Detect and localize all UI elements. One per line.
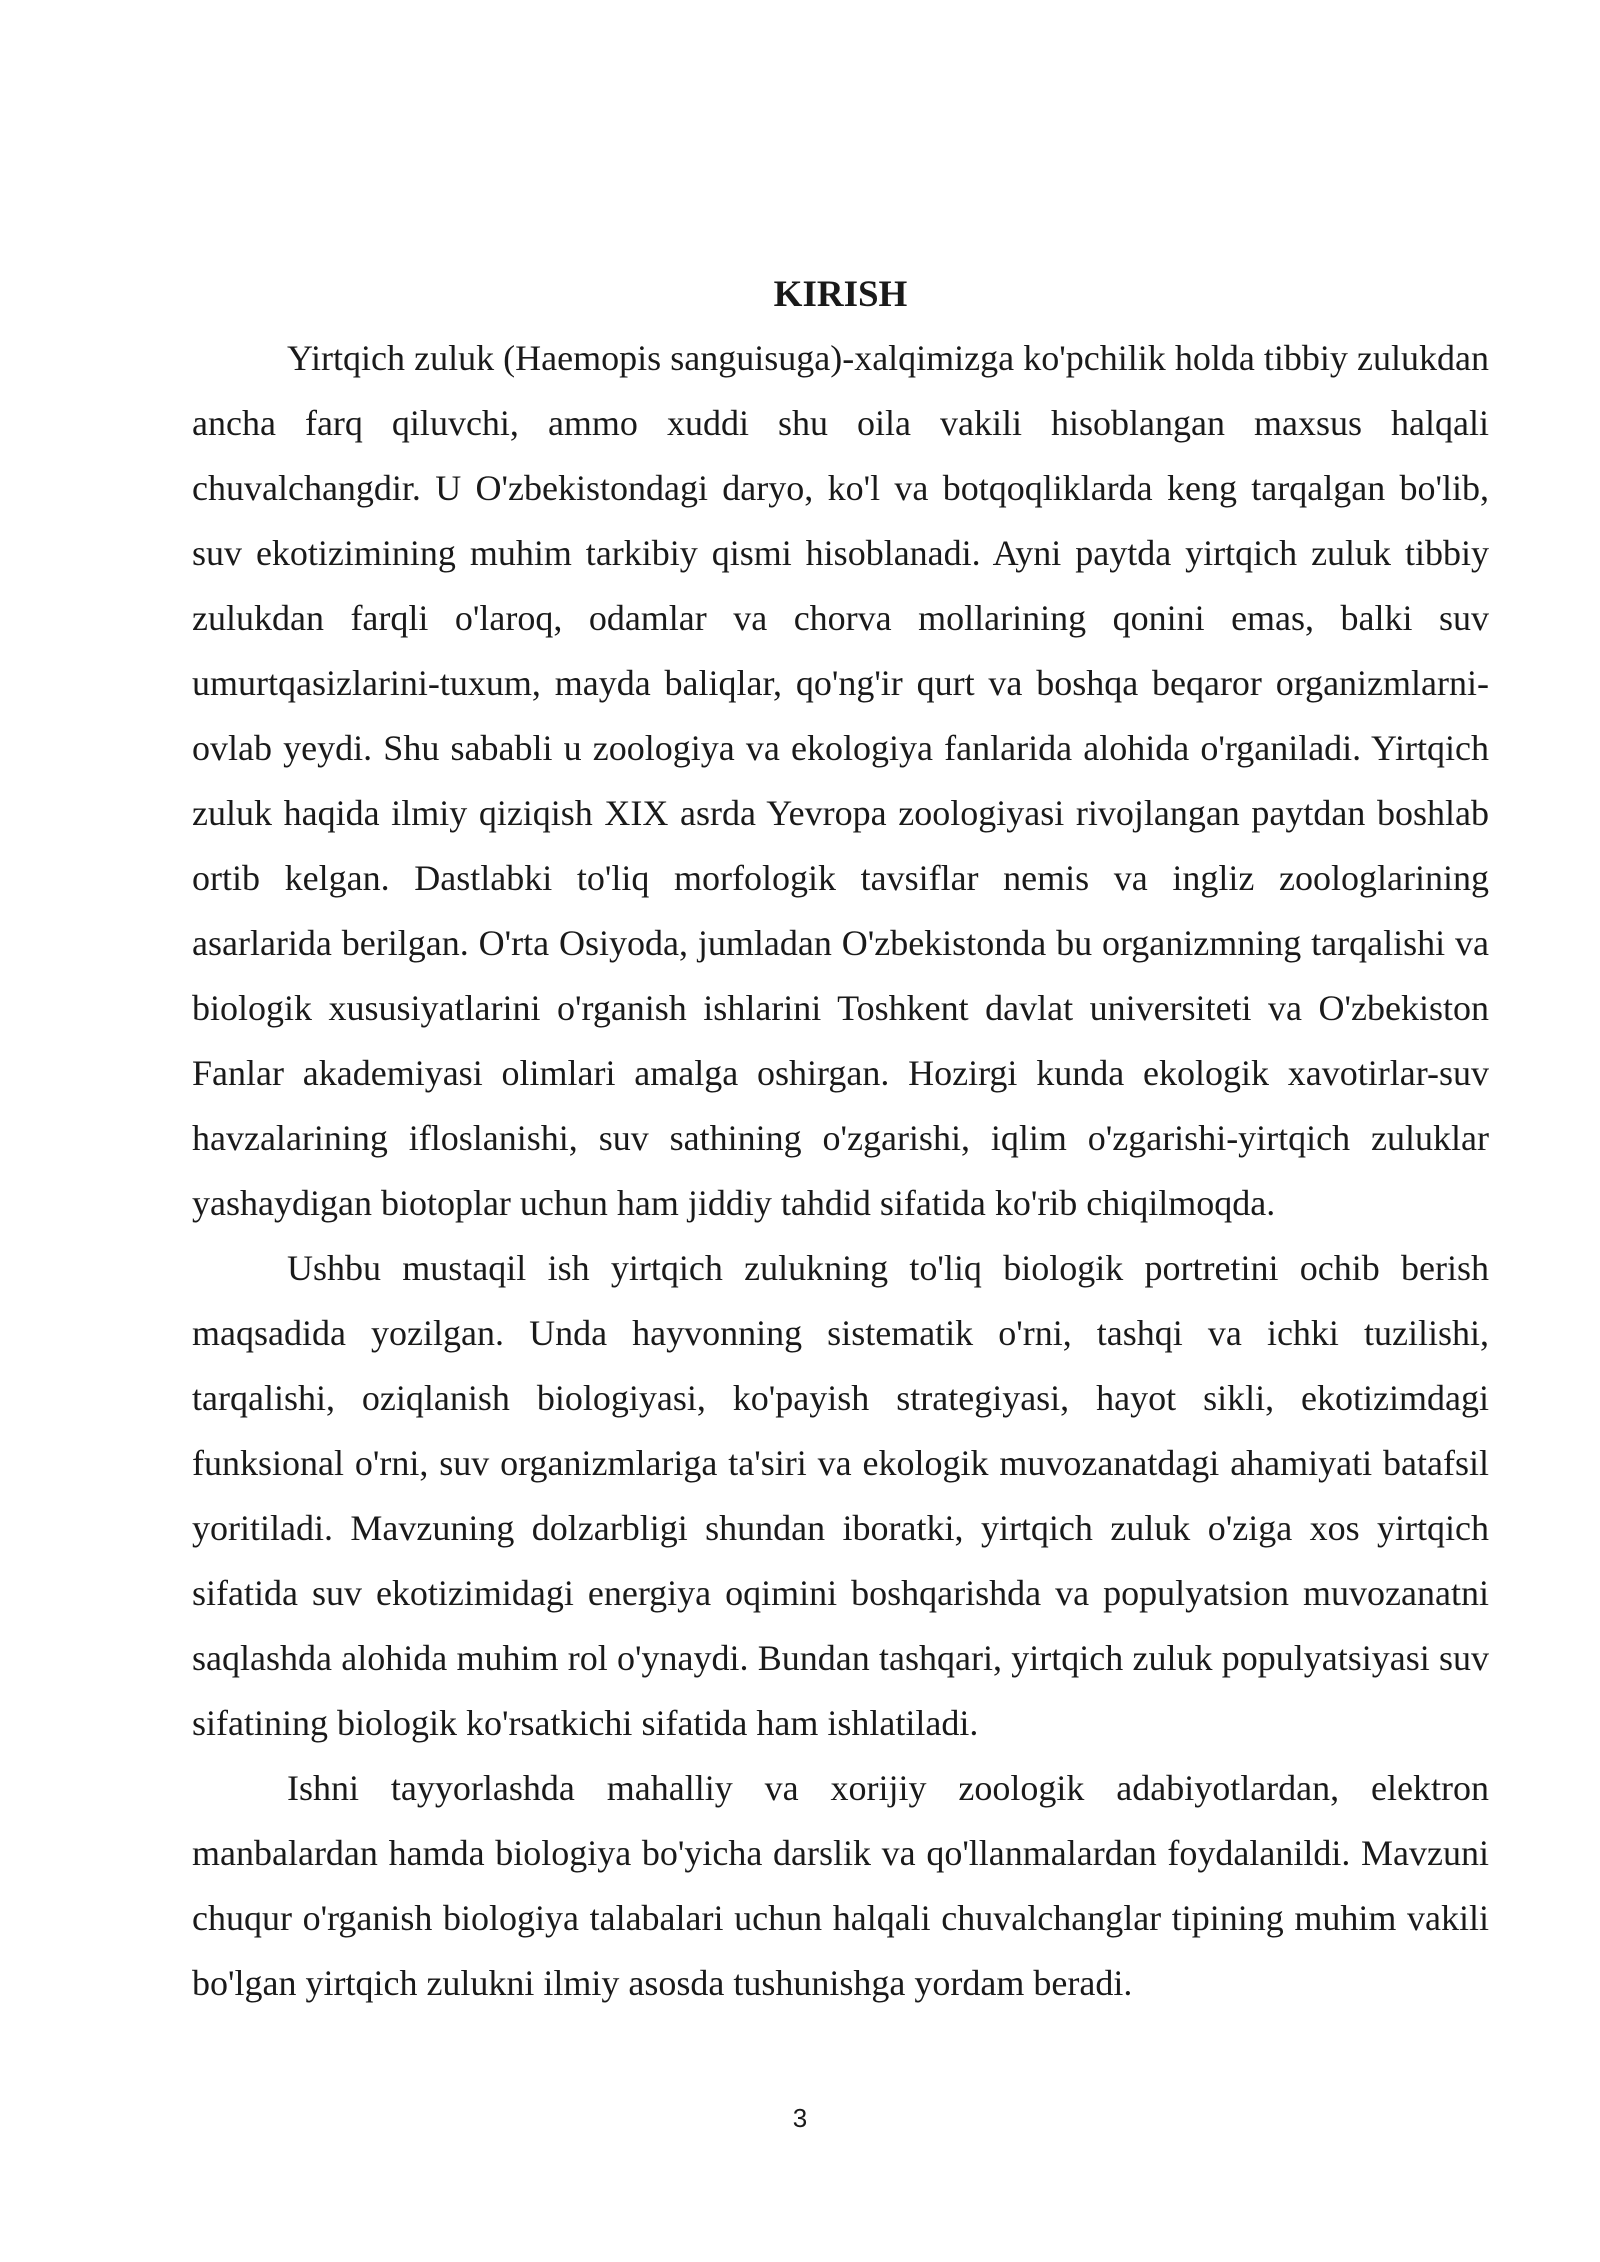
paragraph-3: Ishni tayyorlashda mahalliy va xorijiy zoologik adabiyotlardan, elektron manbalardan hamda biologiya bo'yicha darslik va qo'llanmalardan foydalanildi. Mavzuni chuqur o'rganish biologiya talabalari uchun halqali chuvalchanglar tipining muhim vakili bo'lgan yirtqich zulukni ilmiy asosda tushunishga yordam beradi. (192, 1768, 1489, 2003)
page-number: 3 (792, 2103, 808, 2133)
document-page (192, 262, 1489, 2016)
paragraph-1: Yirtqich zuluk (Haemopis sanguisuga)-xalqimizga ko'pchilik holda tibbiy zulukdan ancha farq qiluvchi, ammo xuddi shu oila vakili hisoblangan maxsus halqali chuvalchangdir. U O'zbekistondagi daryo, ko'l va botqoqliklarda keng tarqalgan bo'lib, suv ekotizimining muhim tarkibiy qismi hisoblanadi. Ayni paytda yirtqich zuluk tibbiy zulukdan farqli o'laroq, odamlar va chorva mollarining qonini emas, balki suv umurtqasizlarini-tuxum, mayda baliqlar, qo'ng'ir qurt va boshqa beqaror organizmlarni-ovlab yeydi. Shu sababli u zoologiya va ekologiya fanlarida alohida o'rganiladi. Yirtqich zuluk haqida ilmiy qiziqish XIX asrda Yevropa zoologiyasi rivojlangan paytdan boshlab ortib kelgan. Dastlabki to'liq morfologik tavsiflar nemis va ingliz zoologlarining asarlarida berilgan. O'rta Osiyoda, jumladan O'zbekistonda bu organizmning tarqalishi va biologik xususiyatlarini o'rganish ishlarini Toshkent davlat universiteti va O'zbekiston Fanlar akademiyasi olimlari amalga oshirgan. Hozirgi kunda ekologik xavotirlar-suv havzalarining ifloslanishi, suv sathining o'zgarishi, iqlim o'zgarishi-yirtqich zuluklar yashaydigan biotoplar uchun ham jiddiy tahdid sifatida ko'rib chiqilmoqda. (192, 338, 1489, 1223)
section-heading: KIRISH (773, 274, 908, 315)
paragraph-2: Ushbu mustaqil ish yirtqich zulukning to'liq biologik portretini ochib berish maqsadida yozilgan. Unda hayvonning sistematik o'rni, tashqi va ichki tuzilishi, tarqalishi, oziqlanish biologiyasi, ko'payish strategiyasi, hayot sikli, ekotizimdagi funksional o'rni, suv organizmlariga ta'siri va ekologik muvozanatdagi ahamiyati batafsil yoritiladi. Mavzuning dolzarbligi shundan iboratki, yirtqich zuluk o'ziga xos yirtqich sifatida suv ekotizimidagi energiya oqimini boshqarishda va populyatsion muvozanatni saqlashda alohida muhim rol o'ynaydi. Bundan tashqari, yirtqich zuluk populyatsiyasi suv sifatining biologik ko'rsatkichi sifatida ham ishlatiladi. (192, 1248, 1489, 1743)
